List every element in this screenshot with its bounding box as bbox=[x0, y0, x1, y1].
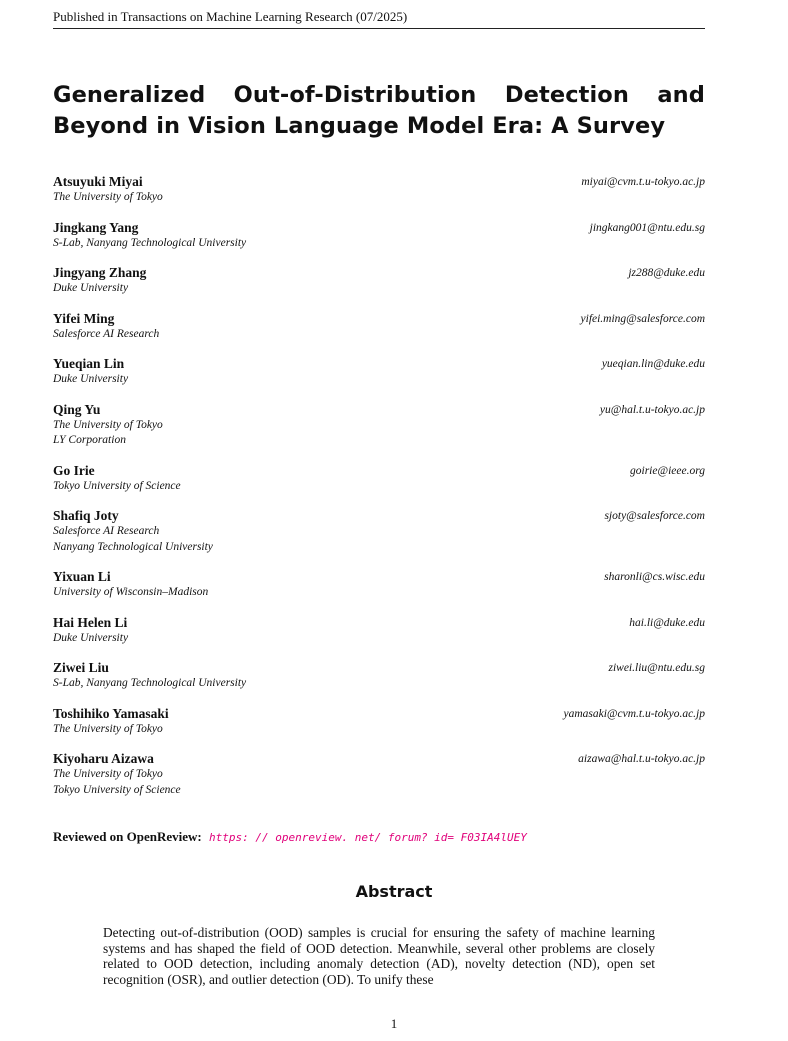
author-entry bbox=[53, 569, 705, 601]
author-name: Shafiq Joty bbox=[53, 508, 119, 523]
author-affiliation: Nanyang Technological University bbox=[53, 540, 213, 553]
author-affiliation: The University of Tokyo bbox=[53, 722, 163, 735]
author-email: ziwei.liu@ntu.edu.sg bbox=[608, 662, 705, 674]
author-name: Toshihiko Yamasaki bbox=[53, 705, 169, 721]
author-entry bbox=[53, 220, 705, 252]
author-affiliation: University of Wisconsin–Madison bbox=[53, 586, 209, 598]
abstract-heading: Abstract bbox=[355, 882, 433, 901]
author-email: sjoty@salesforce.com bbox=[604, 510, 705, 522]
author-name: Qing Yu bbox=[53, 401, 101, 417]
author-affiliation: Tokyo University of Science bbox=[53, 479, 181, 492]
openreview-line bbox=[53, 829, 527, 845]
author-entry bbox=[53, 311, 705, 343]
author-email: yueqian.lin@duke.edu bbox=[601, 358, 705, 370]
author-list bbox=[53, 174, 705, 812]
author-affiliation: Duke University bbox=[53, 373, 129, 385]
author-name: Jingyang Zhang bbox=[53, 265, 147, 280]
author-name: Yueqian Lin bbox=[53, 356, 125, 371]
author-entry bbox=[53, 265, 705, 297]
author-email: aizawa@hal.t.u-tokyo.ac.jp bbox=[578, 753, 705, 765]
author-email: jz288@duke.edu bbox=[628, 267, 705, 279]
running-header: Published in Transactions on Machine Learning Research (07/2025) bbox=[53, 9, 705, 29]
author-entry bbox=[53, 356, 705, 388]
author-affiliation: S-Lab, Nanyang Technological University bbox=[53, 236, 247, 249]
author-name: Yifei Ming bbox=[53, 310, 115, 326]
author-email: hai.li@duke.edu bbox=[629, 616, 705, 629]
author-entry bbox=[53, 508, 705, 555]
author-entry bbox=[53, 751, 705, 798]
author-affiliation: Duke University bbox=[53, 631, 129, 644]
author-affiliation: Tokyo University of Science bbox=[53, 783, 181, 796]
author-name: Atsuyuki Miyai bbox=[53, 174, 143, 189]
author-affiliation: Salesforce AI Research bbox=[53, 327, 160, 340]
openreview-label: Reviewed on OpenReview: bbox=[53, 829, 202, 844]
author-name: Ziwei Liu bbox=[53, 660, 109, 675]
author-email: miyai@cvm.t.u-tokyo.ac.jp bbox=[581, 176, 705, 188]
author-entry bbox=[53, 615, 705, 647]
author-name: Kiyoharu Aizawa bbox=[53, 751, 154, 766]
author-email: yifei.ming@salesforce.com bbox=[580, 312, 705, 325]
author-email: yamasaki@cvm.t.u-tokyo.ac.jp bbox=[563, 707, 705, 720]
author-affiliation: S-Lab, Nanyang Technological University bbox=[53, 677, 247, 689]
page-number: 1 bbox=[390, 1016, 398, 1031]
author-email: sharonli@cs.wisc.edu bbox=[604, 571, 705, 583]
author-email: jingkang001@ntu.edu.sg bbox=[589, 221, 705, 234]
author-affiliation: LY Corporation bbox=[53, 434, 126, 446]
author-entry bbox=[53, 174, 705, 206]
author-name: Jingkang Yang bbox=[53, 219, 139, 235]
paper-title: Generalized Out-of-Distribution Detection and Beyond in Vision Language Model Era: A Survey bbox=[53, 82, 705, 139]
author-entry bbox=[53, 463, 705, 495]
author-name: Go Irie bbox=[53, 462, 95, 478]
author-affiliation: The University of Tokyo bbox=[53, 768, 163, 780]
author-entry bbox=[53, 402, 705, 449]
author-affiliation: The University of Tokyo bbox=[53, 418, 163, 431]
author-affiliation: Salesforce AI Research bbox=[53, 525, 160, 537]
author-email: yu@hal.t.u-tokyo.ac.jp bbox=[599, 403, 705, 416]
abstract-text: Detecting out-of-distribution (OOD) samples is crucial for ensuring the safety of machine learning systems and has shaped the field of OOD detection. Meanwhile, several other problems are closely related to OOD detection, including anomaly detection (AD), novelty detection (ND), open set recognition (OSR), and outlier detection (OD). To unify these bbox=[103, 925, 655, 987]
author-affiliation: The University of Tokyo bbox=[53, 191, 163, 203]
author-email: goirie@ieee.org bbox=[630, 464, 705, 477]
author-name: Yixuan Li bbox=[53, 569, 111, 584]
openreview-link[interactable]: https: // openreview. net/ forum? id= F03IA4lUEY bbox=[209, 831, 527, 844]
author-entry bbox=[53, 706, 705, 738]
author-entry bbox=[53, 660, 705, 692]
author-affiliation: Duke University bbox=[53, 282, 129, 294]
author-name: Hai Helen Li bbox=[53, 614, 128, 630]
